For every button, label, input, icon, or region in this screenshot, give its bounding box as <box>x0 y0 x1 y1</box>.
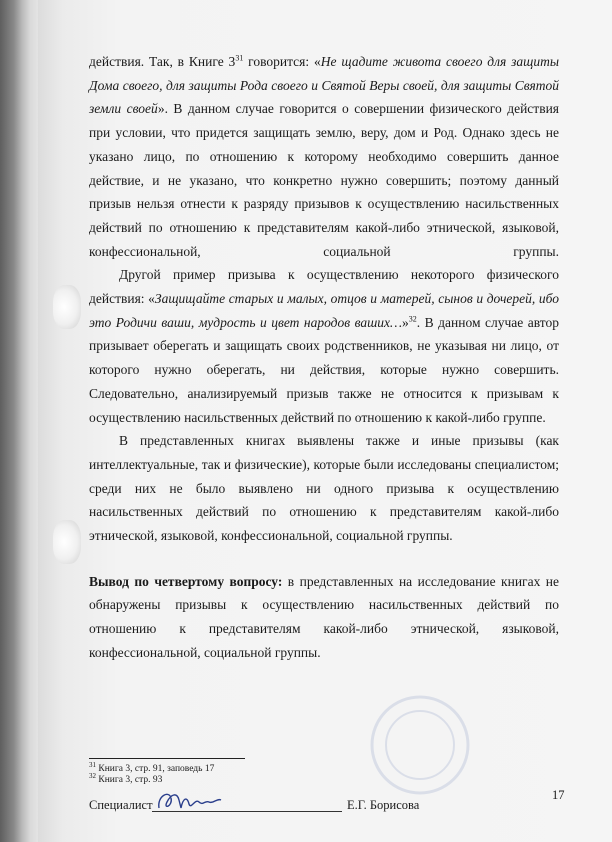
page-number: 17 <box>552 788 565 802</box>
paragraph-3: В представленных книгах выявлены также и иные призывы (как интеллектуальные, так и физические), которые были исследованы специалистом; среди них не было выявлено ни одного призыва к осуществлению насильственных действий по отношению к представителям какой-либо этнической, языковой, конфессиональной, социальной группы. <box>89 433 559 544</box>
conclusion-paragraph: Вывод по четвертому вопросу: в представленных на исследование книгах не обнаружены призывы к осуществлению насильственных действий по отношению к представителям какой-либо этнической, языковой, конфессиональной, социальной группы. <box>89 573 559 660</box>
punch-hole <box>53 520 81 564</box>
signature-block <box>89 794 559 814</box>
quote: Защищайте старых и малых, отцов и матерей, сынов и дочерей, ибо это Родичи ваши, мудрость и цвет народов ваших… <box>89 291 559 330</box>
body-text <box>89 50 559 665</box>
footnotes <box>89 760 215 786</box>
paragraph-2: Другой пример призыва к осуществлению некоторого физического действия: «Защищайте старых и малых, отцов и матерей, сынов и дочерей, ибо это Родичи ваши, мудрость и цвет народов ваших…»$^{32}$. В данном случае автор призывает оберегать и защищать своих родственников, не указывая ни лицо, от которого нужно оберегать, ни действия, которые нужно совершить. Следовательно, анализируемый призыв также не относится к призывам к осуществлению насильственных действий по отношению к какой-либо группе. <box>89 267 560 425</box>
footnote: $^{32}$ Книга 3, стр. 93 <box>89 771 163 785</box>
paragraph-1: действия. Так, в Книге $3^{31}$ говорится: «Не щадите живота своего для защиты Дома своего, для защиты Рода своего и Святой Веры своей, для защиты Святой земли своей». В данном случае говорится о совершении физического действия при условии, что придется защищать землю, веру, дом и Род. Однако здесь не указано лицо, по отношению к которому необходимо совершить данное действие, и не указано, что конкретно нужно совершить; поэтому данный призыв нельзя отнести к разряду призывов к осуществлению насильственных действий по отношению к представителям какой-либо этнической, языковой, конфессиональной, социальной группы. <box>89 53 560 259</box>
footnote-ref: 31 <box>235 53 244 63</box>
specialist-name: Е.Г. Борисова <box>347 798 420 812</box>
signature-label: Специалист <box>89 798 153 812</box>
faint-stamp-icon <box>360 690 480 800</box>
footnote: $^{31}$ Книга 3, стр. 91, заповедь 17 <box>89 760 215 774</box>
handwritten-signature-icon <box>155 786 225 816</box>
conclusion-heading: Вывод по четвертому вопросу: <box>89 573 283 589</box>
quote: Не щадите живота своего для защиты Дома своего, для защиты Рода своего и Святой Веры своей, для защиты Святой земли своей <box>89 54 559 117</box>
footnote-separator <box>89 758 245 759</box>
footnote-ref: 32 <box>408 314 417 324</box>
punch-hole <box>53 285 81 329</box>
